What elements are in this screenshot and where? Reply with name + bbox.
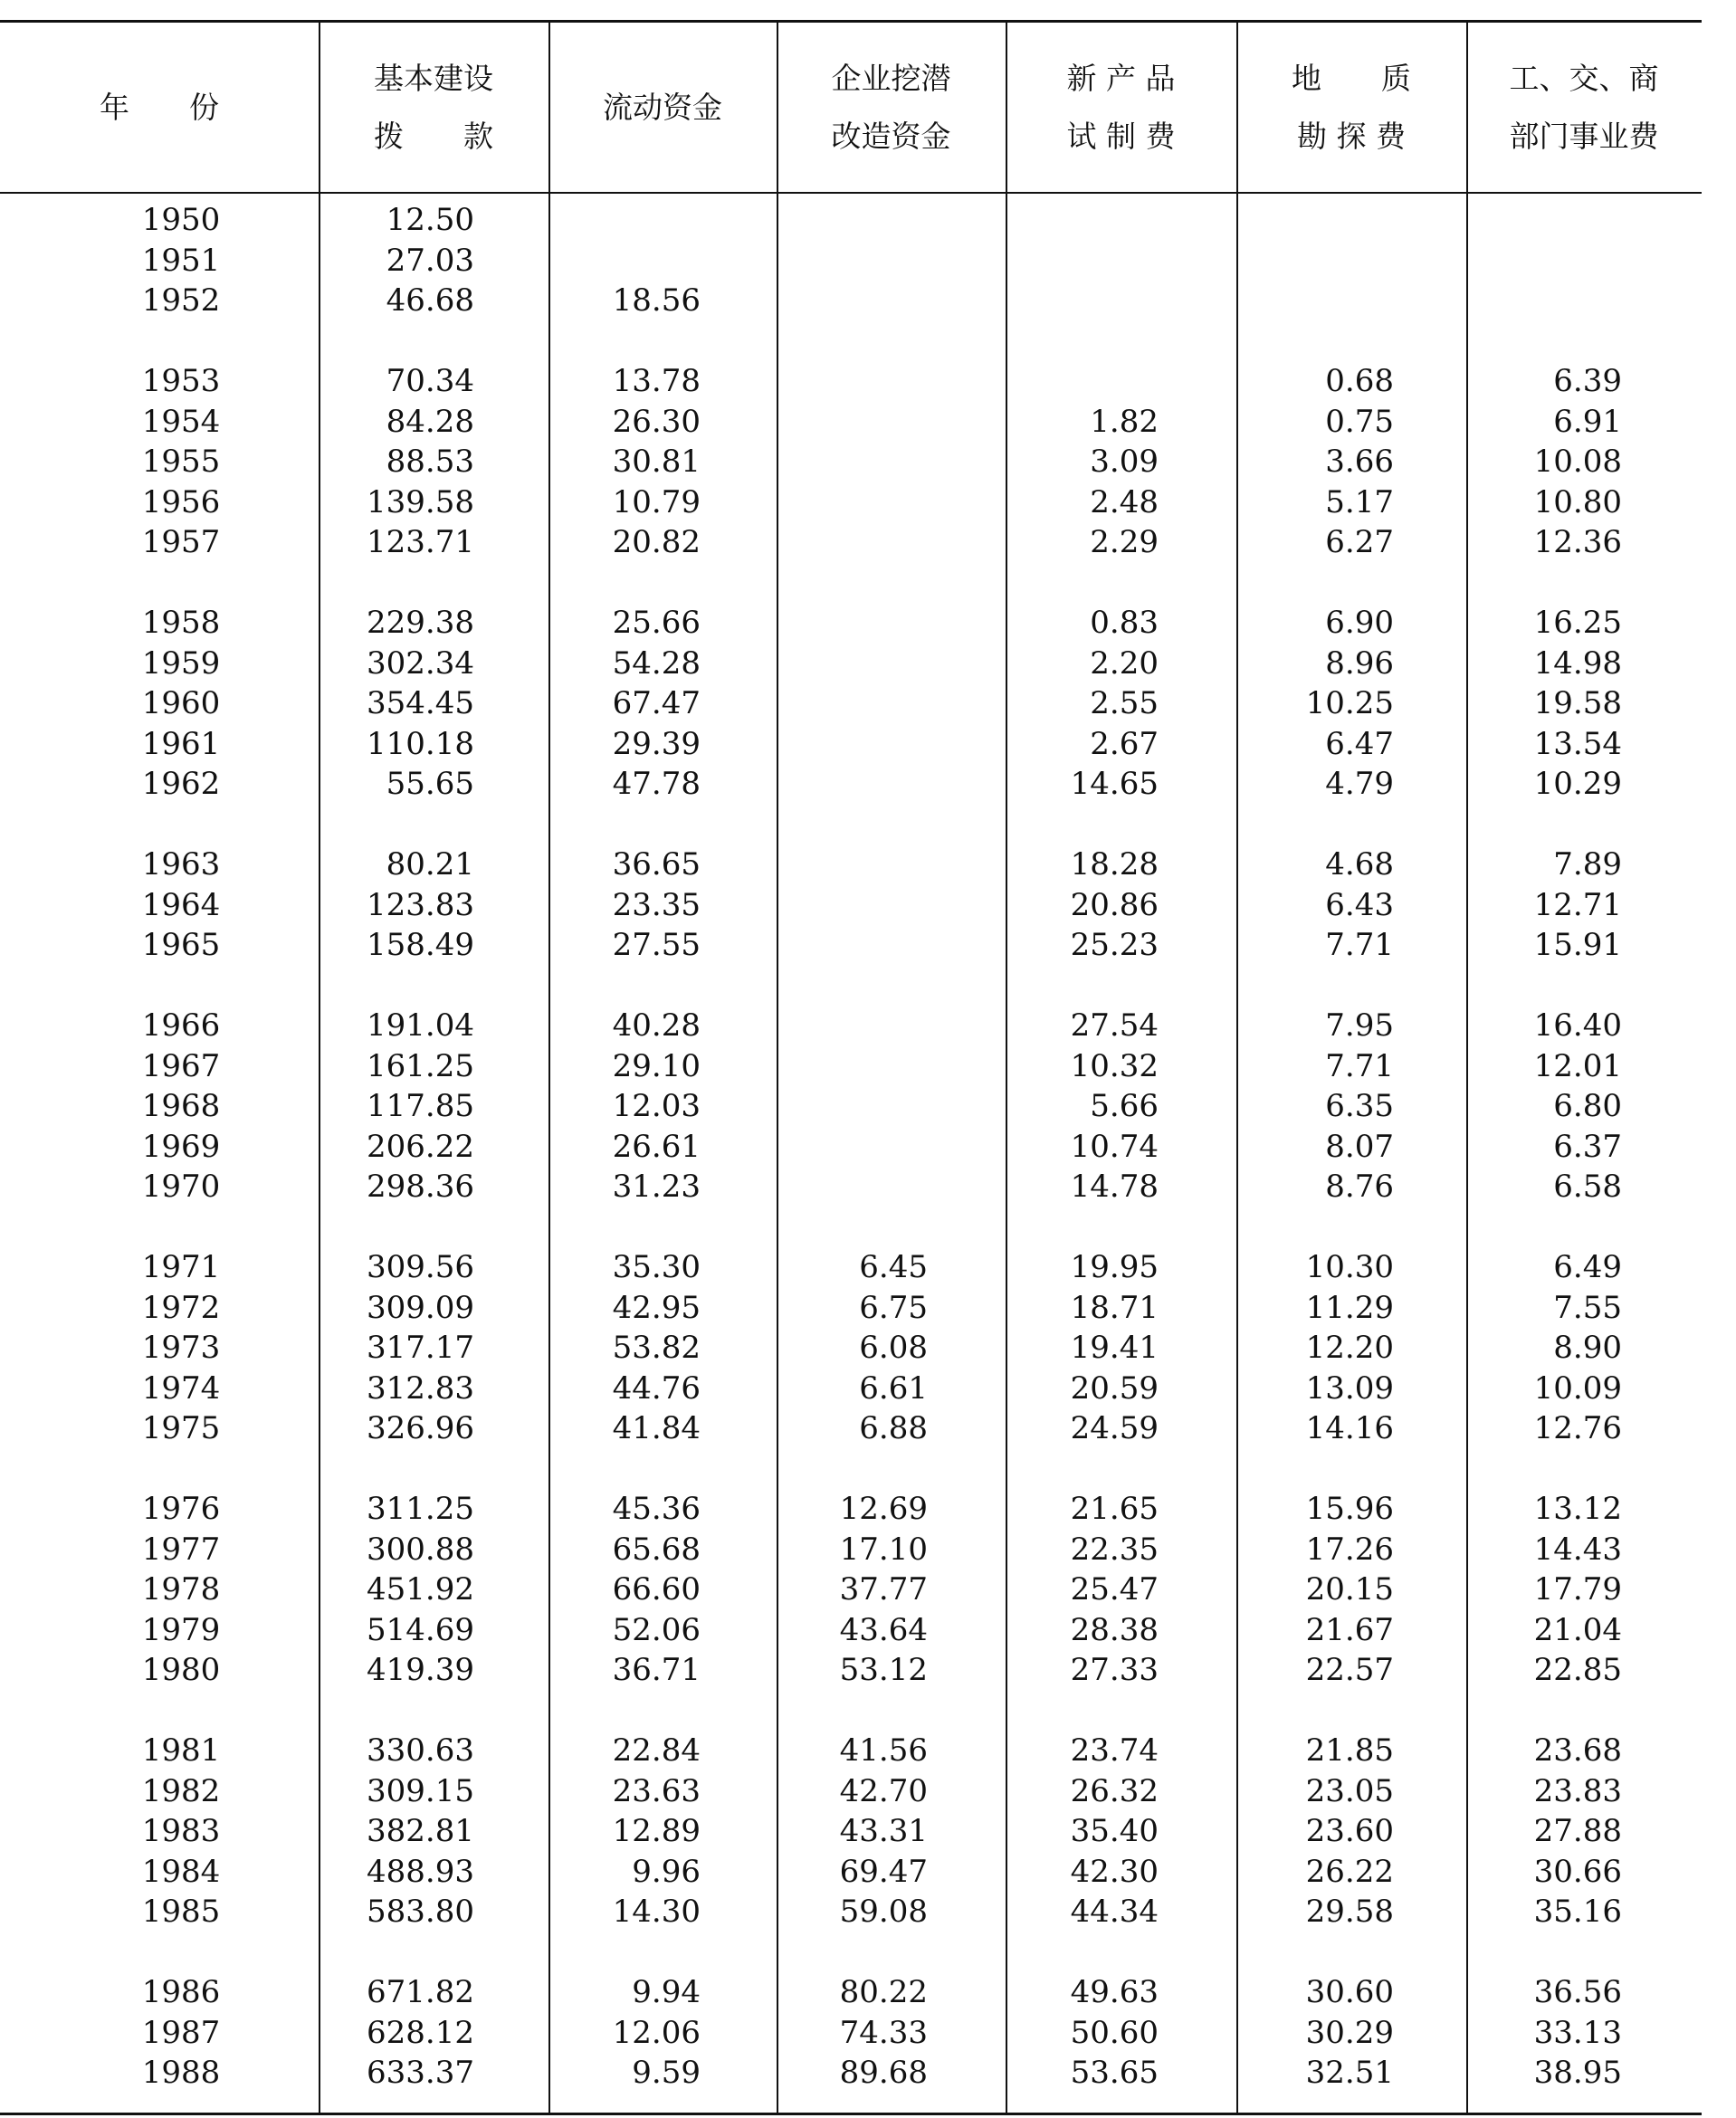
value-cell-business: 7.89 <box>1553 846 1622 882</box>
value-cell-capital: 229.38 <box>367 605 474 641</box>
value-cell-tapping: 74.33 <box>839 2014 928 2051</box>
value-cell-capital: 161.25 <box>367 1047 474 1084</box>
year-cell: 1988 <box>141 2055 221 2091</box>
value-cell-trial: 14.78 <box>1070 1169 1159 1205</box>
value-cell-working: 23.35 <box>612 886 701 923</box>
value-cell-working: 22.84 <box>612 1732 701 1769</box>
value-cell-working: 40.28 <box>612 1007 701 1044</box>
value-cell-business: 19.58 <box>1533 685 1622 721</box>
value-cell-geology: 6.47 <box>1325 725 1394 762</box>
value-cell-capital: 123.83 <box>367 886 474 923</box>
value-cell-business: 33.13 <box>1533 2014 1622 2051</box>
year-cell: 1985 <box>141 1894 221 1930</box>
value-cell-tapping: 89.68 <box>839 2055 928 2091</box>
value-cell-capital: 317.17 <box>367 1330 474 1366</box>
value-cell-trial: 18.71 <box>1070 1289 1159 1326</box>
year-cell: 1951 <box>141 242 221 279</box>
header-bottom-rule <box>0 192 1702 194</box>
value-cell-geology: 8.76 <box>1325 1169 1394 1205</box>
value-cell-working: 12.03 <box>612 1088 701 1124</box>
value-cell-capital: 139.58 <box>367 483 474 520</box>
value-cell-working: 13.78 <box>612 363 701 399</box>
value-cell-business: 14.43 <box>1533 1531 1622 1568</box>
value-cell-capital: 302.34 <box>367 644 474 682</box>
value-cell-trial: 1.82 <box>1090 403 1159 440</box>
value-cell-business: 23.83 <box>1533 1772 1622 1809</box>
value-cell-capital: 311.25 <box>367 1491 474 1527</box>
value-cell-geology: 22.57 <box>1305 1652 1394 1688</box>
value-cell-capital: 55.65 <box>386 766 474 802</box>
value-cell-trial: 10.32 <box>1070 1047 1159 1084</box>
value-cell-geology: 29.58 <box>1305 1894 1394 1930</box>
value-cell-trial: 50.60 <box>1070 2014 1159 2051</box>
value-cell-trial: 20.86 <box>1070 886 1159 923</box>
value-cell-business: 30.66 <box>1533 1853 1622 1890</box>
value-cell-trial: 2.20 <box>1090 644 1159 682</box>
value-cell-working: 35.30 <box>612 1249 701 1285</box>
column-header-trial: 试 制 费 <box>1066 119 1176 154</box>
year-cell: 1954 <box>141 403 221 440</box>
value-cell-working: 20.82 <box>612 524 701 560</box>
value-cell-working: 67.47 <box>612 685 701 721</box>
value-cell-trial: 20.59 <box>1070 1369 1159 1407</box>
value-cell-trial: 10.74 <box>1070 1128 1159 1165</box>
value-cell-business: 36.56 <box>1533 1974 1622 2010</box>
value-cell-working: 36.71 <box>612 1652 701 1688</box>
value-cell-geology: 10.25 <box>1305 685 1394 721</box>
value-cell-geology: 4.79 <box>1325 766 1394 802</box>
column-header-year: 年 份 <box>100 90 219 125</box>
value-cell-trial: 42.30 <box>1070 1853 1159 1890</box>
value-cell-business: 6.91 <box>1553 403 1622 440</box>
value-cell-capital: 300.88 <box>367 1531 474 1568</box>
year-cell: 1973 <box>141 1330 221 1366</box>
value-cell-capital: 671.82 <box>367 1974 474 2010</box>
column-header-geology: 勘 探 费 <box>1297 119 1406 154</box>
value-cell-trial: 0.83 <box>1090 605 1159 641</box>
value-cell-business: 22.85 <box>1533 1652 1622 1688</box>
value-cell-working: 54.28 <box>612 644 701 682</box>
value-cell-geology: 3.66 <box>1325 444 1394 480</box>
value-cell-business: 14.98 <box>1533 644 1622 682</box>
value-cell-working: 14.30 <box>612 1894 701 1930</box>
value-cell-trial: 2.48 <box>1090 483 1159 520</box>
value-cell-business: 6.39 <box>1553 363 1622 399</box>
value-cell-geology: 6.43 <box>1325 886 1394 923</box>
year-cell: 1971 <box>141 1249 221 1285</box>
value-cell-trial: 2.29 <box>1090 524 1159 560</box>
value-cell-business: 35.16 <box>1533 1894 1622 1930</box>
value-cell-working: 9.96 <box>632 1853 701 1890</box>
value-cell-capital: 12.50 <box>386 202 474 238</box>
year-cell: 1966 <box>141 1007 221 1044</box>
year-cell: 1958 <box>141 605 221 641</box>
value-cell-geology: 4.68 <box>1325 846 1394 882</box>
value-cell-geology: 23.60 <box>1305 1813 1394 1849</box>
year-cell: 1960 <box>141 685 221 721</box>
value-cell-geology: 15.96 <box>1305 1491 1394 1527</box>
year-cell: 1980 <box>141 1652 221 1688</box>
year-cell: 1984 <box>141 1853 221 1890</box>
value-cell-capital: 117.85 <box>367 1088 474 1124</box>
value-cell-capital: 309.56 <box>367 1249 474 1285</box>
value-cell-business: 6.80 <box>1553 1088 1622 1124</box>
value-cell-business: 10.29 <box>1533 766 1622 802</box>
value-cell-geology: 8.96 <box>1325 644 1394 682</box>
value-cell-geology: 6.27 <box>1325 524 1394 560</box>
value-cell-trial: 27.33 <box>1070 1652 1159 1688</box>
value-cell-working: 29.10 <box>612 1047 701 1084</box>
value-cell-capital: 46.68 <box>386 282 474 319</box>
value-cell-trial: 28.38 <box>1070 1611 1159 1648</box>
value-cell-trial: 25.23 <box>1070 927 1159 963</box>
value-cell-tapping: 12.69 <box>839 1491 928 1527</box>
value-cell-tapping: 80.22 <box>839 1974 928 2010</box>
value-cell-business: 38.95 <box>1533 2055 1622 2091</box>
year-cell: 1970 <box>141 1169 221 1205</box>
year-cell: 1986 <box>141 1974 221 2010</box>
value-cell-trial: 44.34 <box>1070 1894 1159 1930</box>
year-cell: 1963 <box>141 846 221 882</box>
value-cell-geology: 23.05 <box>1305 1772 1394 1809</box>
value-cell-geology: 7.71 <box>1325 1047 1394 1084</box>
value-cell-capital: 419.39 <box>367 1652 474 1688</box>
year-cell: 1977 <box>141 1531 221 1568</box>
value-cell-business: 10.08 <box>1533 444 1622 480</box>
value-cell-working: 23.63 <box>612 1772 701 1809</box>
value-cell-working: 9.94 <box>632 1974 701 2010</box>
value-cell-tapping: 6.88 <box>859 1410 928 1446</box>
value-cell-geology: 26.22 <box>1305 1853 1394 1890</box>
value-cell-geology: 7.95 <box>1325 1007 1394 1044</box>
value-cell-capital: 88.53 <box>386 444 474 480</box>
value-cell-business: 23.68 <box>1533 1732 1622 1769</box>
value-cell-working: 12.06 <box>612 2014 701 2051</box>
year-cell: 1974 <box>141 1369 221 1407</box>
value-cell-capital: 84.28 <box>386 403 474 440</box>
value-cell-tapping: 53.12 <box>839 1652 928 1688</box>
year-cell: 1969 <box>141 1128 221 1165</box>
value-cell-business: 12.71 <box>1533 886 1622 923</box>
value-cell-working: 27.55 <box>612 927 701 963</box>
value-cell-trial: 18.28 <box>1070 846 1159 882</box>
value-cell-working: 10.79 <box>612 483 701 520</box>
year-cell: 1987 <box>141 2014 221 2051</box>
column-header-capital: 基本建设 <box>374 61 493 96</box>
value-cell-tapping: 37.77 <box>839 1571 928 1608</box>
value-cell-geology: 10.30 <box>1305 1249 1394 1285</box>
year-cell: 1950 <box>141 202 221 238</box>
year-cell: 1968 <box>141 1088 221 1124</box>
value-cell-working: 12.89 <box>612 1813 701 1849</box>
value-cell-tapping: 41.56 <box>839 1732 928 1769</box>
value-cell-geology: 11.29 <box>1305 1289 1394 1326</box>
year-cell: 1964 <box>141 886 221 923</box>
year-cell: 1967 <box>141 1047 221 1084</box>
value-cell-tapping: 6.75 <box>859 1289 928 1326</box>
value-cell-geology: 21.85 <box>1305 1732 1394 1769</box>
value-cell-capital: 628.12 <box>367 2014 474 2051</box>
value-cell-tapping: 43.64 <box>839 1611 928 1648</box>
value-cell-trial: 53.65 <box>1070 2055 1159 2091</box>
year-cell: 1957 <box>141 524 221 560</box>
value-cell-working: 26.61 <box>612 1128 701 1165</box>
value-cell-geology: 17.26 <box>1305 1531 1394 1568</box>
value-cell-geology: 6.90 <box>1325 605 1394 641</box>
value-cell-working: 45.36 <box>612 1491 701 1527</box>
year-cell: 1981 <box>141 1732 221 1769</box>
value-cell-trial: 2.67 <box>1090 725 1159 762</box>
value-cell-trial: 27.54 <box>1070 1007 1159 1044</box>
value-cell-tapping: 17.10 <box>839 1531 928 1568</box>
value-cell-working: 44.76 <box>612 1369 701 1407</box>
value-cell-capital: 110.18 <box>367 725 474 762</box>
value-cell-business: 16.25 <box>1533 605 1622 641</box>
value-cell-working: 42.95 <box>612 1289 701 1326</box>
value-cell-geology: 20.15 <box>1305 1571 1394 1608</box>
value-cell-geology: 30.29 <box>1305 2014 1394 2051</box>
year-cell: 1979 <box>141 1611 221 1648</box>
value-cell-geology: 32.51 <box>1305 2055 1394 2091</box>
column-header-tapping: 企业挖潜 <box>831 61 951 96</box>
value-cell-working: 18.56 <box>612 282 701 319</box>
value-cell-capital: 488.93 <box>367 1853 474 1890</box>
year-cell: 1959 <box>141 644 221 682</box>
value-cell-capital: 309.15 <box>367 1772 474 1809</box>
value-cell-capital: 514.69 <box>367 1611 474 1648</box>
value-cell-capital: 298.36 <box>367 1169 474 1205</box>
value-cell-business: 12.76 <box>1533 1410 1622 1446</box>
value-cell-geology: 14.16 <box>1305 1410 1394 1446</box>
value-cell-capital: 80.21 <box>386 846 474 882</box>
value-cell-tapping: 6.45 <box>859 1249 928 1285</box>
value-cell-business: 21.04 <box>1533 1611 1622 1648</box>
value-cell-business: 8.90 <box>1553 1330 1622 1366</box>
value-cell-geology: 5.17 <box>1325 483 1394 520</box>
value-cell-capital: 309.09 <box>367 1289 474 1326</box>
year-cell: 1956 <box>141 483 221 520</box>
year-cell: 1962 <box>141 766 221 802</box>
value-cell-business: 15.91 <box>1533 927 1622 963</box>
value-cell-business: 27.88 <box>1533 1813 1622 1849</box>
value-cell-geology: 0.68 <box>1325 363 1394 399</box>
value-cell-trial: 3.09 <box>1090 444 1159 480</box>
year-cell: 1952 <box>141 282 221 319</box>
value-cell-geology: 8.07 <box>1325 1128 1394 1165</box>
value-cell-business: 13.12 <box>1533 1491 1622 1527</box>
value-cell-trial: 22.35 <box>1070 1531 1159 1568</box>
value-cell-business: 13.54 <box>1533 725 1622 762</box>
value-cell-capital: 354.45 <box>367 685 474 721</box>
year-cell: 1953 <box>141 363 221 399</box>
value-cell-business: 12.36 <box>1533 524 1622 560</box>
value-cell-geology: 6.35 <box>1325 1088 1394 1124</box>
value-cell-capital: 206.22 <box>367 1128 474 1165</box>
value-cell-working: 26.30 <box>612 403 701 440</box>
column-header-business: 部门事业费 <box>1509 119 1659 154</box>
value-cell-capital: 70.34 <box>386 363 474 399</box>
value-cell-business: 6.49 <box>1553 1249 1622 1285</box>
value-cell-capital: 382.81 <box>367 1813 474 1849</box>
value-cell-tapping: 6.08 <box>859 1330 928 1366</box>
year-cell: 1961 <box>141 725 221 762</box>
value-cell-capital: 312.83 <box>367 1369 474 1407</box>
column-header-business: 工、交、商 <box>1509 61 1659 96</box>
value-cell-trial: 14.65 <box>1070 766 1159 802</box>
value-cell-trial: 49.63 <box>1070 1974 1159 2010</box>
value-cell-capital: 158.49 <box>367 927 474 963</box>
value-cell-trial: 24.59 <box>1070 1410 1159 1446</box>
column-header-tapping: 改造资金 <box>831 119 951 154</box>
value-cell-business: 6.37 <box>1553 1128 1622 1165</box>
year-cell: 1955 <box>141 444 221 480</box>
value-cell-trial: 23.74 <box>1070 1732 1159 1769</box>
value-cell-trial: 25.47 <box>1070 1571 1159 1608</box>
year-cell: 1982 <box>141 1772 221 1809</box>
value-cell-geology: 13.09 <box>1305 1369 1394 1407</box>
value-cell-geology: 0.75 <box>1325 403 1394 440</box>
value-cell-trial: 2.55 <box>1090 685 1159 721</box>
column-header-working: 流动资金 <box>603 90 722 125</box>
value-cell-capital: 583.80 <box>367 1894 474 1930</box>
value-cell-geology: 7.71 <box>1325 927 1394 963</box>
value-cell-business: 10.09 <box>1533 1369 1622 1407</box>
column-header-capital: 拨 款 <box>374 119 493 154</box>
value-cell-geology: 12.20 <box>1305 1330 1394 1366</box>
value-cell-working: 30.81 <box>612 444 701 480</box>
value-cell-business: 17.79 <box>1533 1571 1622 1608</box>
value-cell-geology: 21.67 <box>1305 1611 1394 1648</box>
value-cell-capital: 451.92 <box>367 1571 474 1608</box>
year-cell: 1972 <box>141 1289 221 1326</box>
value-cell-business: 7.55 <box>1553 1289 1622 1326</box>
value-cell-capital: 191.04 <box>367 1007 474 1044</box>
value-cell-working: 36.65 <box>612 846 701 882</box>
year-cell: 1978 <box>141 1571 221 1608</box>
value-cell-business: 10.80 <box>1533 483 1622 520</box>
year-cell: 1983 <box>141 1813 221 1849</box>
value-cell-business: 16.40 <box>1533 1007 1622 1044</box>
value-cell-working: 9.59 <box>632 2055 701 2091</box>
year-cell: 1965 <box>141 927 221 963</box>
value-cell-working: 31.23 <box>612 1169 701 1205</box>
value-cell-tapping: 43.31 <box>839 1813 928 1849</box>
value-cell-working: 65.68 <box>612 1531 701 1568</box>
value-cell-working: 52.06 <box>612 1611 701 1648</box>
value-cell-working: 25.66 <box>612 605 701 641</box>
value-cell-working: 47.78 <box>612 766 701 802</box>
value-cell-geology: 30.60 <box>1305 1974 1394 2010</box>
value-cell-trial: 26.32 <box>1070 1772 1159 1809</box>
value-cell-trial: 35.40 <box>1070 1813 1159 1849</box>
value-cell-working: 29.39 <box>612 725 701 762</box>
value-cell-capital: 326.96 <box>367 1410 474 1446</box>
year-cell: 1975 <box>141 1410 221 1446</box>
value-cell-tapping: 42.70 <box>839 1772 928 1809</box>
year-cell: 1976 <box>141 1491 221 1527</box>
value-cell-tapping: 59.08 <box>839 1894 928 1930</box>
value-cell-trial: 19.95 <box>1070 1249 1159 1285</box>
value-cell-trial: 19.41 <box>1070 1330 1159 1366</box>
value-cell-working: 53.82 <box>612 1330 701 1366</box>
value-cell-tapping: 6.61 <box>859 1369 928 1407</box>
value-cell-tapping: 69.47 <box>839 1853 928 1890</box>
table-top-rule <box>0 20 1702 23</box>
value-cell-trial: 21.65 <box>1070 1491 1159 1527</box>
value-cell-working: 66.60 <box>612 1571 701 1608</box>
value-cell-working: 41.84 <box>612 1410 701 1446</box>
value-cell-trial: 5.66 <box>1090 1088 1159 1124</box>
value-cell-business: 6.58 <box>1553 1169 1622 1205</box>
column-header-geology: 地 质 <box>1292 61 1411 96</box>
value-cell-capital: 330.63 <box>367 1732 474 1769</box>
table-bottom-rule <box>0 2113 1702 2115</box>
value-cell-capital: 123.71 <box>367 524 474 560</box>
column-header-trial: 新 产 品 <box>1066 61 1176 96</box>
value-cell-capital: 633.37 <box>367 2055 474 2091</box>
value-cell-capital: 27.03 <box>386 242 474 279</box>
value-cell-business: 12.01 <box>1533 1047 1622 1084</box>
